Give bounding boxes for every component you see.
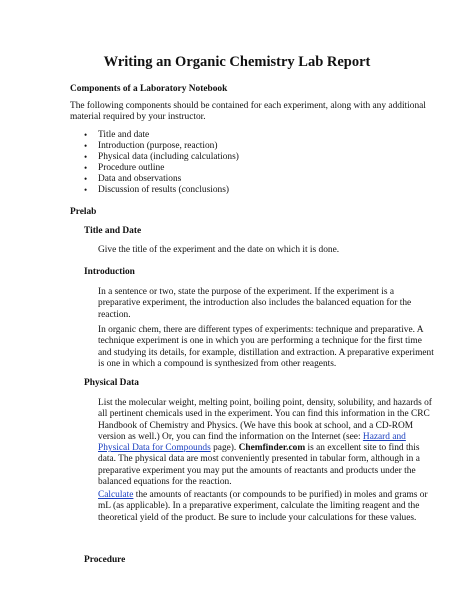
list-item: • Title and date: [84, 130, 239, 141]
text-line: reaction.: [98, 309, 131, 320]
text-line: all pertinent chemicals used in the experiment. You can find this information in the CRC: [98, 409, 430, 420]
text-line: material required by your instructor.: [70, 112, 206, 123]
list-item: • Procedure outline: [84, 163, 239, 174]
text-line: [98, 443, 432, 454]
text-line: preparative experiment you may put the amounts of reactants and products under the: [98, 465, 416, 476]
list-item: • Introduction (purpose, reaction): [84, 141, 239, 152]
text-line: In a sentence or two, state the purpose of the experiment. If the experiment is a: [98, 287, 394, 297]
text-segment: version as well.) Or, you can find the information on the Internet (see:: [98, 431, 363, 442]
page-title: Writing an Organic Chemistry Lab Report: [103, 54, 371, 70]
list-item: • Data and observations: [84, 174, 239, 185]
title-date-text: [98, 245, 339, 256]
physical-data-compounds-link[interactable]: Physical Data for Compounds: [98, 443, 211, 454]
calculate-link[interactable]: Calculate: [98, 490, 134, 500]
text-segment: is an excellent site to find this: [305, 443, 420, 454]
text-line: preparative experiment, the introduction also includes the balanced equation for the: [98, 298, 412, 309]
text-line: is one in which a compound is synthesized from other reagents.: [98, 358, 337, 369]
text-line: technique experiment is one in which you are performing a technique for the first time: [98, 336, 422, 347]
text-line: data. The physical data are most conveniently presented in tabular form, although in a: [98, 454, 420, 465]
text-line: mL (as applicable). In a preparative experiment, calculate the limiting reagent and the: [98, 501, 420, 512]
components-heading: Components of a Laboratory Notebook: [70, 84, 228, 94]
text-line: balanced equations for the reaction.: [98, 477, 232, 488]
text-line: [98, 490, 428, 501]
text-line: Give the title of the experiment and the date on which it is done.: [98, 245, 340, 255]
physical-data-heading: Physical Data: [84, 378, 139, 388]
title-date-heading: Title and Date: [84, 226, 142, 236]
text-line: In organic chem, there are different types of experiments: technique and preparative. A: [98, 325, 424, 335]
chemfinder-text: Chemfinder.com: [238, 443, 306, 454]
text-line: Handbook of Chemistry and Physics. (We have this book at school, and a CD-ROM: [98, 420, 414, 431]
physical-data-paragraph-2: [98, 490, 428, 524]
introduction-paragraph-2: [98, 325, 434, 370]
text-line: theoretical yield of the product. Be sure to include your calculations for these values.: [98, 512, 417, 523]
prelab-heading: Prelab: [70, 207, 97, 217]
text-line: [98, 432, 432, 443]
text-line: The following components should be contained for each experiment, along with any additional: [70, 101, 426, 111]
components-list: [84, 130, 239, 196]
text-segment: page).: [210, 443, 239, 454]
components-intro: [70, 101, 426, 124]
procedure-heading: Procedure: [84, 555, 126, 565]
text-line: and studying its details, for example, distillation and extraction. A preparative experiment: [98, 347, 434, 358]
hazard-data-link[interactable]: Hazard and: [362, 431, 406, 442]
introduction-paragraph-1: [98, 287, 411, 321]
list-item: • Discussion of results (conclusions): [84, 185, 239, 196]
text-segment: the amounts of reactants (or compounds to be purified) in moles and grams or: [133, 490, 428, 500]
text-line: List the molecular weight, melting point, boiling point, density, solubility, and hazards of: [98, 398, 432, 408]
list-item: • Physical data (including calculations): [84, 152, 239, 163]
physical-data-paragraph-1: [98, 398, 432, 488]
introduction-heading: Introduction: [84, 267, 135, 277]
